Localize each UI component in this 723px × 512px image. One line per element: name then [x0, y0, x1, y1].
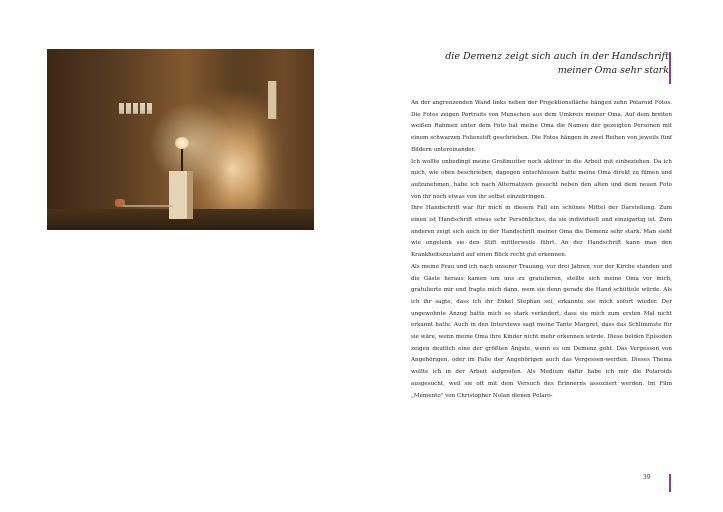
pull-quote-line-1: die Demenz zeigt sich auch in der Handschrift	[445, 51, 669, 62]
paragraph-4: Als meine Frau und ich nach unserer Trauung, vor drei Jahren, vor der Kirche standen und die Gäste heraus kamen um uns zu gratulieren, stellte sich meine Oma vor mich, gratulierte mir und fragte mich dann, wem sie denn gerade die Hand schüttele würde. Als ich ihr sagte, dass ich ihr Enkel Stephan sei, erkannte sie mich sofort wieder. Der ungewohnte Anzug hatte mich so stark verändert, dass sie mich zum ersten Mal nicht erkannt hatte. Auch in den Interviews sagt meine Tante Margret, dass das Schlimmste für sie wäre, wenn meine Oma ihre Kinder nicht mehr erkennen würde. Diese beiden Episoden zeigen deutlich eine der größten Ängste, wenn es um Demenz geht. Das Vergessen von Angehörigen, oder im Falle der Angehörigen auch das Vergessen-werden. Dieses Thema wollte ich in der Arbeit aufgreifen. Als Medium dafür habe ich mir die Polaroids ausgesucht, weil sie oft mit dem Versuch des Erinnerns assoziiert werden. Im Film „Memento" von Christopher Nolan dienen Polaro-	[411, 263, 672, 399]
photo-right-wall	[254, 49, 314, 214]
photo-cable	[123, 205, 173, 207]
photo-polaroid-row-2	[119, 110, 153, 114]
photo-lamp	[175, 137, 189, 149]
photo-pedestal	[169, 171, 193, 219]
pull-quote	[409, 50, 669, 78]
paragraph-3: Ihre Handschrift war für mich in diesem Fall ein schönes Mittel der Darstellung. Zum einen ist Handschrift etwas sehr Persönliches, da sie individuell und einzigartig ist. Zum anderen zeigt sich auch in der Handschrift meiner Oma die Demenz sehr stark. Man sieht wie ungelenk sie den Stift mittlerweile führt. An der Handschrift kann man den Krankheitszustand auf einen Blick recht gut erkennen.	[411, 205, 672, 259]
quote-accent-bar	[669, 52, 671, 84]
photo-lamp-stem	[181, 148, 183, 172]
pull-quote-line-2: meiner Oma sehr stark	[557, 65, 669, 76]
photo-wall-projector	[268, 81, 276, 119]
installation-photo	[47, 49, 314, 230]
page-accent-bar	[669, 474, 671, 492]
paragraph-2: Ich wollte unbedingt meine Großmutter noch aktiver in die Arbeit mit einbeziehen. Da ich mich, wie oben beschrieben, dagegen entschlossen hatte meine Oma direkt zu filmen und aufzunehmen, habe ich nach Alternativen gesucht neben den alten und dem neuen Foto von ihr noch etwas von ihr selbst einzubringen.	[411, 158, 672, 200]
page-number: 39	[643, 474, 651, 481]
paragraph-1: An der angrenzenden Wand links neben der Projektionsfläche hängen zehn Polaroid Fotos. Die Fotos zeigen Portraits von Menschen aus dem Umkreis meiner Oma. Auf dem breiten weißen Rahmen unter dem Foto hat meine Oma die Namen der gezeigten Personen mit einem schwarzen Folienstift geschrieben. Die Fotos hängen in zwei Reihen von jeweils fünf Bildern untereinander.	[411, 100, 672, 153]
body-text	[411, 98, 672, 402]
